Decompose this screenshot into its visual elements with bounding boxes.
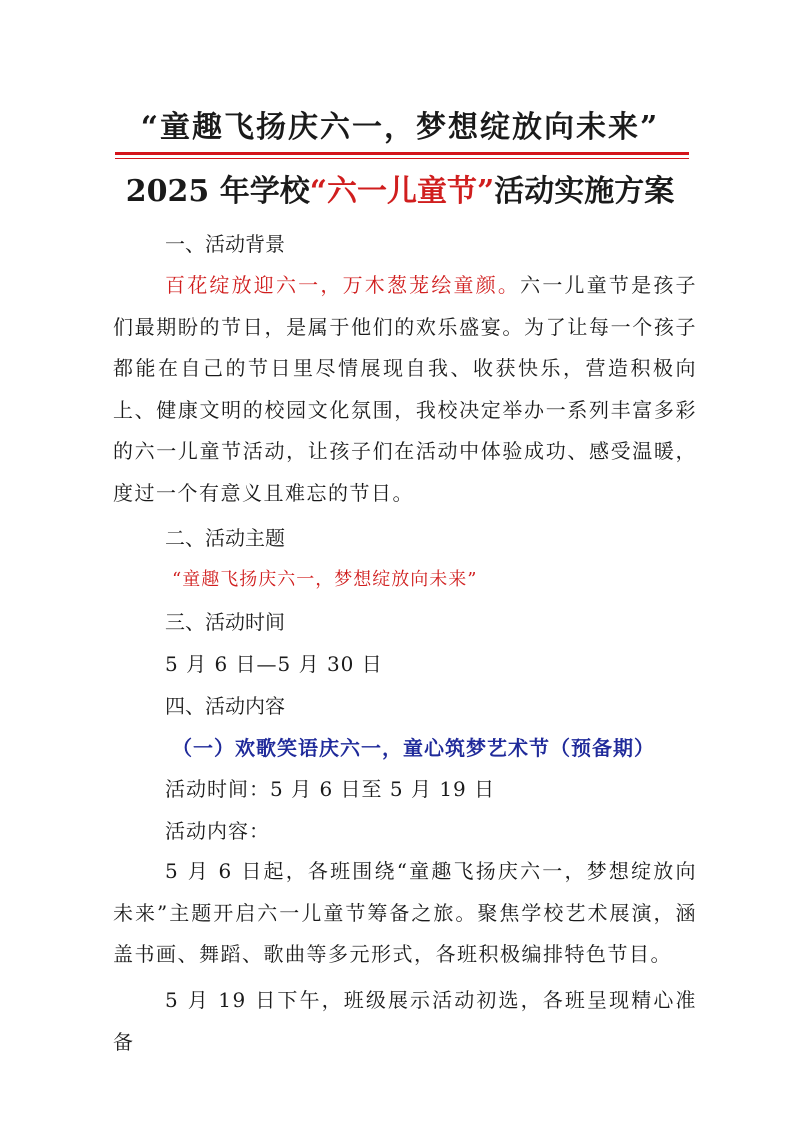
title-highlight: “六一儿童节” (309, 174, 495, 209)
section-heading-content: 四、活动内容 (165, 694, 285, 718)
arts-time: 活动时间：5 月 6 日至 5 月 19 日 (165, 777, 496, 801)
background-text: 六一儿童节是孩子们最期盼的节日，是属于他们的欢乐盛宴。为了让每一个孩子都能在自己的节日里尽情展现自我、收获快乐，营造积极向上、健康文明的校园文化氛围，我校决定举办一系列丰富多彩的六一儿童节活动，让孩子们在活动中体验成功、感受温暖，度过一个有意义且难忘的节日。 (113, 273, 698, 505)
background-lead: 百花绽放迎六一，万木葱茏绘童颜。 (165, 273, 521, 297)
arts-paragraph-2: 5 月 19 日下午，班级展示活动初选，各班呈现精心准备 (113, 988, 697, 1054)
theme-text: “童趣飞扬庆六一，梦想绽放向未来” (172, 569, 478, 590)
title-prefix: 2025 年学校 (125, 174, 310, 209)
red-rule-thin (115, 158, 689, 159)
subsection-heading-arts: （一）欢歌笑语庆六一，童心筑梦艺术节（预备期） (172, 736, 655, 760)
background-paragraph (113, 265, 697, 514)
title-suffix: 活动实施方案 (494, 174, 675, 209)
section-heading-theme: 二、活动主题 (165, 526, 285, 550)
section-heading-background: 一、活动背景 (165, 232, 285, 256)
section-heading-time: 三、活动时间 (165, 610, 285, 634)
arts-paragraph-1: 5 月 6 日起，各班围绕“童趣飞扬庆六一，梦想绽放向未来”主题开启六一儿童节筹备之旅。聚焦学校艺术展演，涵盖书画、舞蹈、歌曲等多元形式，各班积极编排特色节目。 (113, 859, 697, 966)
document-title (0, 170, 800, 214)
arts-content-label: 活动内容： (165, 819, 270, 843)
slogan-heading: “童趣飞扬庆六一，梦想绽放向未来” (140, 110, 660, 145)
red-rule-thick (115, 152, 689, 155)
activity-time: 5 月 6 日—5 月 30 日 (165, 652, 383, 676)
